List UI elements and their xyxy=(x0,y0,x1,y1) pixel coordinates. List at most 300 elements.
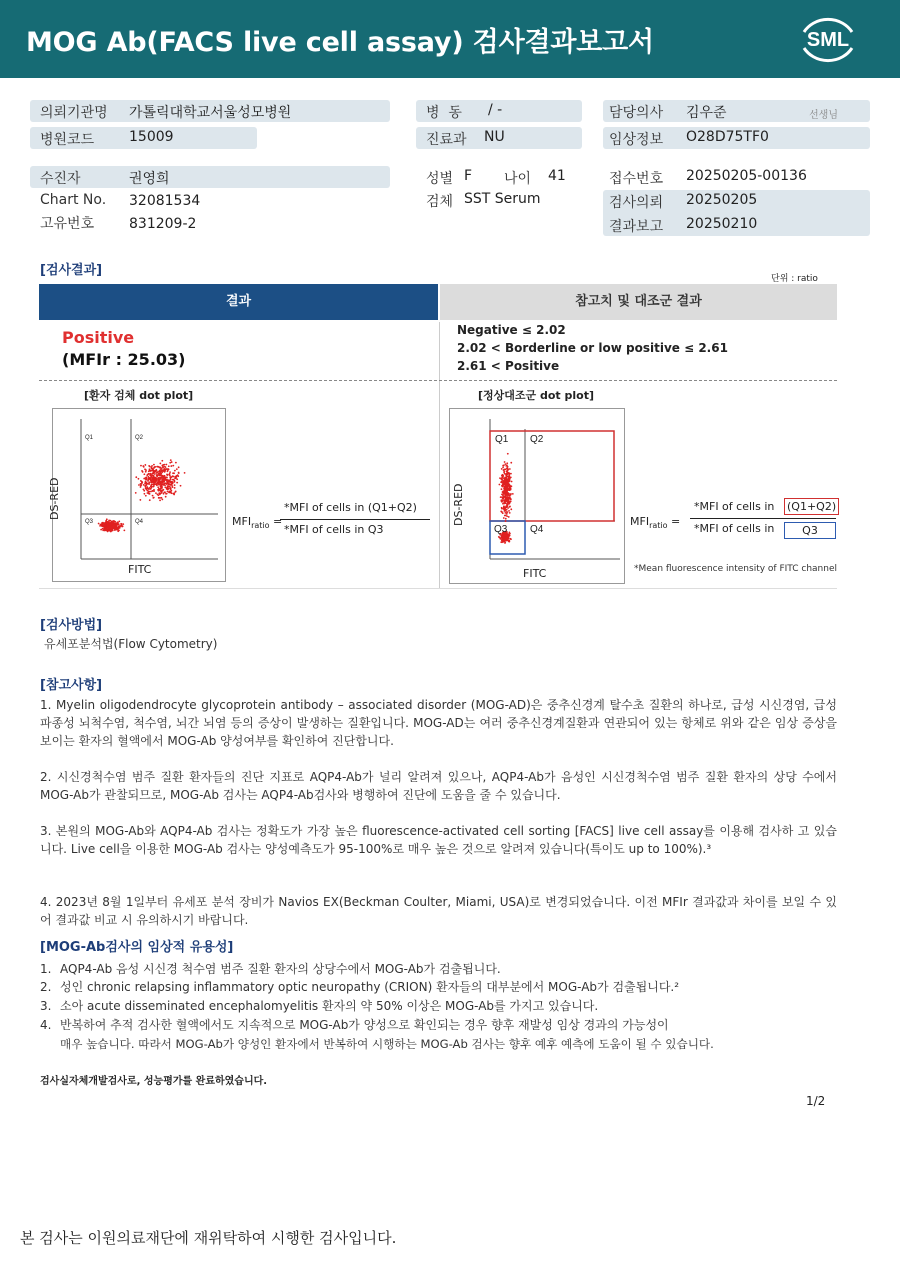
control-dot xyxy=(502,466,504,468)
patient-dot xyxy=(110,527,112,529)
patient-dot xyxy=(109,526,111,528)
control-dot xyxy=(508,485,510,487)
control-dot xyxy=(506,509,508,511)
control-dot xyxy=(504,463,506,465)
patient-dot xyxy=(138,484,140,486)
doctor-label: 담당의사 xyxy=(609,105,664,121)
control-dot xyxy=(504,512,506,514)
code-label: 병원코드 xyxy=(40,132,95,148)
patient-dot xyxy=(166,474,168,476)
patient-dot xyxy=(142,471,144,473)
patient-dot xyxy=(143,493,145,495)
patient-quadrant-label: Q2 xyxy=(135,435,144,441)
patient-dot xyxy=(164,484,166,486)
patient-dot xyxy=(159,497,161,499)
clinical-item-1: 1. AQP4-Ab 음성 시신경 척수염 범주 질환 환자의 상당수에서 MOG-Ab가 검출됩니다. xyxy=(40,962,501,976)
patient-dot xyxy=(151,473,153,475)
reference-paragraph-4: 4. 2023년 8월 1일부터 유세포 분석 장비가 Navios EX(Beckman Coulter, Miami, USA)로 변경되었습니다. 이전 MFIr 결과값과 차이를 보일 수 있어 결과값 비교 시 유의하시기 바랍니다. xyxy=(40,895,837,927)
patient-dot xyxy=(150,466,152,468)
patient-dot xyxy=(165,479,167,481)
control-dot xyxy=(501,468,503,470)
report-label: 결과보고 xyxy=(609,219,664,235)
patient-dot xyxy=(172,475,174,477)
control-dot xyxy=(504,541,506,543)
code-value: 15009 xyxy=(129,129,174,145)
patient-denominator: *MFI of cells in Q3 xyxy=(284,523,384,536)
patient-dot xyxy=(165,464,167,466)
patient-dot xyxy=(157,493,159,495)
control-mfi-sub: ratio xyxy=(649,521,668,531)
control-denominator-prefix: *MFI of cells in xyxy=(694,522,775,535)
patient-dot xyxy=(159,481,161,483)
patient-dot xyxy=(104,527,106,529)
request-label: 검사의뢰 xyxy=(609,195,664,211)
control-dot xyxy=(505,537,507,539)
patient-dot xyxy=(150,484,152,486)
control-dot xyxy=(506,499,508,501)
patient-dot xyxy=(153,482,155,484)
patient-dot xyxy=(174,487,176,489)
patient-dot xyxy=(117,521,119,523)
control-dot xyxy=(501,496,503,498)
reference-paragraph-2: 2. 시신경척수염 범주 질환 환자들의 진단 지표로 AQP4-Ab가 널리 알려져 있으나, AQP4-Ab가 음성인 시신경척수염 범주 질환 환자의 상당 수에서 MOG-Ab가 관찰되므로, MOG-Ab 검사는 AQP4-Ab검사와 병행하여 진단에 도움을 줄 수 있습니다. xyxy=(40,770,837,802)
patient-dot xyxy=(144,468,146,470)
control-dot xyxy=(510,487,512,489)
control-dot xyxy=(505,483,507,485)
control-dot xyxy=(508,501,510,503)
patient-dot xyxy=(172,479,174,481)
patient-dot xyxy=(159,492,161,494)
control-dot xyxy=(508,494,510,496)
patient-dot xyxy=(171,485,173,487)
control-dot xyxy=(507,507,509,509)
patient-dot xyxy=(177,474,179,476)
patient-dot xyxy=(151,476,153,478)
patient-plot-caption: [환자 검체 dot plot] xyxy=(84,389,194,402)
control-dot xyxy=(505,479,507,481)
footer-note: 본 검사는 이원의료재단에 재위탁하여 시행한 검사입니다. xyxy=(20,1229,397,1247)
patient-quadrant-label: Q4 xyxy=(135,519,144,525)
control-dot xyxy=(505,520,507,522)
control-dot xyxy=(510,538,512,540)
result-section-title: [검사결과] xyxy=(40,263,103,278)
patient-dot xyxy=(116,529,118,531)
patient-dot xyxy=(159,467,161,469)
patient-dot xyxy=(153,464,155,466)
patient-dot xyxy=(165,496,167,498)
patient-dot xyxy=(153,486,155,488)
control-dot xyxy=(504,485,506,487)
patient-dot xyxy=(152,469,154,471)
sml-logo-icon xyxy=(796,10,860,68)
control-dot xyxy=(501,500,503,502)
patient-numerator: *MFI of cells in (Q1+Q2) xyxy=(284,501,417,514)
control-numerator-prefix: *MFI of cells in xyxy=(694,500,775,513)
patient-dot xyxy=(155,479,157,481)
ref-borderline: 2.02 < Borderline or low positive ≤ 2.61 xyxy=(457,341,728,355)
patient-dot xyxy=(108,528,110,530)
patient-dot xyxy=(174,470,176,472)
patient-dot xyxy=(153,471,155,473)
control-dot xyxy=(509,506,511,508)
patient-dot xyxy=(170,465,172,467)
patient-dot xyxy=(140,486,142,488)
control-dot xyxy=(505,495,507,497)
patient-dot xyxy=(149,499,151,501)
patient-dot xyxy=(143,466,145,468)
patient-dot xyxy=(162,475,164,477)
result-mfir: (MFIr : 25.03) xyxy=(62,350,186,369)
result-bottom-divider xyxy=(39,588,837,589)
patient-dot xyxy=(163,469,165,471)
patient-dot xyxy=(178,472,180,474)
sex-label: 성별 xyxy=(426,171,454,187)
patient-dot xyxy=(170,478,172,480)
patient-y-axis-label: DS-RED xyxy=(48,477,61,520)
patient-dot xyxy=(153,476,155,478)
patient-dot xyxy=(145,476,147,478)
control-dot xyxy=(505,518,507,520)
patient-dot xyxy=(103,524,105,526)
hospital-label: 의뢰기관명 xyxy=(40,105,108,121)
patient-dot xyxy=(169,475,171,477)
control-dot xyxy=(505,473,507,475)
patient-dot xyxy=(160,490,162,492)
receipt-value: 20250205-00136 xyxy=(686,168,807,184)
control-dot xyxy=(510,473,512,475)
control-dot xyxy=(499,477,501,479)
control-dot xyxy=(503,477,505,479)
doctor-suffix: 선생님 xyxy=(809,110,838,121)
patient-dot xyxy=(157,482,159,484)
patient-dot xyxy=(169,486,171,488)
reference-paragraph-3: 3. 본원의 MOG-Ab와 AQP4-Ab 검사는 정확도가 가장 높은 fluorescence-activated cell sorting [FACS] live cell assay를 이용해 검사하 고 있습니다. Live cell을 이용한 MOG-Ab 검사는 양성예측도가 95-100%로 매우 높은 것으로 알려져 있습니다(특이도 up to 100%).³ xyxy=(40,824,837,856)
patient-dot xyxy=(118,520,120,522)
control-dot xyxy=(505,535,507,537)
control-dot xyxy=(503,517,505,519)
patient-dot xyxy=(107,522,109,524)
control-quadrant-label: Q3 xyxy=(494,524,508,535)
patient-dot xyxy=(159,470,161,472)
control-dot xyxy=(507,533,509,535)
control-dot xyxy=(503,469,505,471)
info-bar-patient xyxy=(30,166,390,188)
patient-dot xyxy=(120,523,122,525)
patient-scatter xyxy=(53,409,225,581)
control-dot xyxy=(505,514,507,516)
patient-dot xyxy=(154,473,156,475)
column-divider xyxy=(439,322,440,588)
clinical-section-title: [MOG-Ab검사의 임상적 유용성] xyxy=(40,940,234,955)
control-dot xyxy=(509,533,511,535)
control-dot xyxy=(503,503,505,505)
patient-dot xyxy=(161,460,163,462)
control-dot xyxy=(505,465,507,467)
patient-dot xyxy=(104,525,106,527)
doctor-value: 김우준 xyxy=(686,105,727,121)
patient-quadrant-label: Q3 xyxy=(85,519,94,525)
patient-dot xyxy=(180,485,182,487)
patient-dot xyxy=(165,469,167,471)
patient-dot xyxy=(159,499,161,501)
patient-dot xyxy=(149,493,151,495)
patient-dot xyxy=(169,473,171,475)
patient-dot xyxy=(144,464,146,466)
control-dot xyxy=(507,472,509,474)
patient-dot xyxy=(149,474,151,476)
patient-dot xyxy=(114,528,116,530)
patient-dot xyxy=(115,523,117,525)
control-dot xyxy=(506,505,508,507)
patient-dot xyxy=(141,481,143,483)
patient-dot xyxy=(161,484,163,486)
patient-dot xyxy=(143,488,145,490)
patient-dot xyxy=(173,472,175,474)
patient-dot xyxy=(152,497,154,499)
patient-dot xyxy=(174,481,176,483)
control-dot xyxy=(506,511,508,513)
patient-dot xyxy=(144,485,146,487)
patient-dot xyxy=(162,478,164,480)
patient-dot xyxy=(140,484,142,486)
patient-dot xyxy=(150,487,152,489)
patient-dot xyxy=(149,466,151,468)
patient-dot xyxy=(156,472,158,474)
control-dot xyxy=(503,510,505,512)
patient-dot xyxy=(158,478,160,480)
patient-dot xyxy=(176,482,178,484)
control-dot xyxy=(508,503,510,505)
reference-paragraph-1: 1. Myelin oligodendrocyte glycoprotein antibody – associated disorder (MOG-AD)은 중추신경계 탈수초 질환의 하나로, 급성 시신경염, 급성파종성 뇌척수염, 척수염, 뇌간 뇌염 등의 증상이 발생하는 질환입니다. MOG-AD는 여러 중추신경계질환과 연관되어 있는 항체로 위와 같은 임상 증상을 보이는 환자의 혈액에서 MOG-Ab 양성여부를 확인하여 진단합니다. xyxy=(40,698,837,748)
patient-dot xyxy=(170,459,172,461)
control-dot xyxy=(511,481,513,483)
chart-label: Chart No. xyxy=(40,192,107,208)
control-dot xyxy=(510,493,512,495)
patient-dot xyxy=(102,528,104,530)
patient-dot xyxy=(98,523,100,525)
control-plot-caption: [정상대조군 dot plot] xyxy=(478,389,594,402)
control-dot xyxy=(504,491,506,493)
method-section-title: [검사방법] xyxy=(40,618,103,633)
control-dot xyxy=(501,479,503,481)
patient-dot xyxy=(148,488,150,490)
control-dot xyxy=(500,481,502,483)
patient-label: 수진자 xyxy=(40,171,81,187)
patient-dot xyxy=(121,526,123,528)
patient-dot xyxy=(166,476,168,478)
patient-dot xyxy=(157,466,159,468)
control-dot xyxy=(506,462,508,464)
patient-dot xyxy=(110,529,112,531)
report-title: MOG Ab(FACS live cell assay) 검사결과보고서 xyxy=(26,27,654,58)
patient-dot xyxy=(106,518,108,520)
patient-dot xyxy=(158,488,160,490)
control-quadrant-label: Q4 xyxy=(530,524,544,535)
patient-dot xyxy=(106,527,108,529)
patient-dot xyxy=(114,522,116,524)
patient-dot xyxy=(150,486,152,488)
reference-section-title: [참고사항] xyxy=(40,678,103,693)
patient-dot xyxy=(143,473,145,475)
control-dot xyxy=(503,482,505,484)
patient-dot xyxy=(169,471,171,473)
patient-dot xyxy=(135,476,137,478)
patient-dot xyxy=(149,477,151,479)
patient-dot xyxy=(160,488,162,490)
patient-dot xyxy=(165,466,167,468)
patient-dot xyxy=(154,484,156,486)
clinical-item-4-cont: 매우 높습니다. 따라서 MOG-Ab가 양성인 환자에서 반복하여 시행하는 MOG-Ab 검사는 향후 예후 예측에 도움이 될 수 있습니다. xyxy=(60,1037,714,1051)
patient-dot xyxy=(135,492,137,494)
reference-column-header: 참고치 및 대조군 결과 xyxy=(440,284,837,320)
patient-dot xyxy=(162,467,164,469)
validation-note: 검사실자체개발검사로, 성능평가를 완료하였습니다. xyxy=(40,1076,268,1087)
control-dot xyxy=(502,540,504,542)
patient-dot xyxy=(166,487,168,489)
control-numerator-box: (Q1+Q2) xyxy=(784,498,839,515)
patient-dot xyxy=(158,490,160,492)
patient-dot xyxy=(149,468,151,470)
control-dot xyxy=(509,512,511,514)
patient-dot xyxy=(167,481,169,483)
control-dot xyxy=(507,539,509,541)
patient-dot xyxy=(163,493,165,495)
patient-mfi-label: $MFI_{ratio}$ = xyxy=(232,515,283,531)
control-dot xyxy=(501,488,503,490)
control-dot xyxy=(505,481,507,483)
control-scatter xyxy=(450,409,624,583)
control-dot-plot xyxy=(449,408,625,584)
control-dot xyxy=(508,516,510,518)
patient-dot xyxy=(147,490,149,492)
patient-dot xyxy=(176,468,178,470)
patient-dot xyxy=(101,524,103,526)
patient-dot xyxy=(123,529,125,531)
patient-dot xyxy=(178,466,180,468)
unit-label: 단위 : ratio xyxy=(771,274,818,284)
mfi-footnote: *Mean fluorescence intensity of FITC channel xyxy=(634,564,838,574)
dept-value: NU xyxy=(484,129,505,145)
patient-dot xyxy=(171,492,173,494)
patient-dot xyxy=(139,499,141,501)
report-value: 20250210 xyxy=(686,216,758,232)
patient-dot xyxy=(184,472,186,474)
patient-quadrant-label: Q1 xyxy=(85,435,94,441)
patient-dot xyxy=(167,483,169,485)
patient-dot xyxy=(153,467,155,469)
control-denominator-box: Q3 xyxy=(784,522,836,539)
patient-dot xyxy=(145,471,147,473)
patient-dot xyxy=(161,499,163,501)
patient-dot xyxy=(110,520,112,522)
patient-dot xyxy=(100,529,102,531)
patient-dot xyxy=(118,523,120,525)
control-dot xyxy=(506,467,508,469)
control-dot xyxy=(507,503,509,505)
control-dot xyxy=(506,491,508,493)
patient-dot xyxy=(117,530,119,532)
patient-dot xyxy=(167,491,169,493)
patient-dot xyxy=(165,493,167,495)
control-dot xyxy=(507,496,509,498)
patient-dot xyxy=(107,524,109,526)
patient-mfi-sub: ratio xyxy=(251,521,270,531)
control-dot xyxy=(503,493,505,495)
control-dot xyxy=(510,508,512,510)
control-dot xyxy=(507,479,509,481)
control-quadrant-label: Q2 xyxy=(530,434,544,445)
control-quadrant-label: Q1 xyxy=(495,434,509,445)
control-dot xyxy=(505,477,507,479)
patient-dot xyxy=(163,480,165,482)
id-value: 831209-2 xyxy=(129,216,197,232)
patient-dot xyxy=(160,485,162,487)
logo-text: SML xyxy=(806,29,850,51)
patient-dot xyxy=(146,483,148,485)
control-dot xyxy=(507,470,509,472)
chart-value: 32081534 xyxy=(129,193,201,209)
control-dot xyxy=(501,538,503,540)
control-dot xyxy=(507,453,509,455)
patient-dot xyxy=(153,490,155,492)
control-mfi-label: $MFI_{ratio}$ = xyxy=(630,515,681,531)
patient-dot xyxy=(115,526,117,528)
control-dot xyxy=(504,461,506,463)
sex-value: F xyxy=(464,168,473,184)
control-dot xyxy=(512,493,514,495)
patient-fraction-line xyxy=(280,519,430,520)
patient-dot xyxy=(138,478,140,480)
control-dot xyxy=(504,488,506,490)
patient-dot xyxy=(168,491,170,493)
patient-dot xyxy=(155,492,157,494)
patient-dot xyxy=(159,463,161,465)
control-dot xyxy=(501,475,503,477)
patient-dot xyxy=(175,462,177,464)
clinical-label: 임상정보 xyxy=(609,132,664,148)
clinical-item-3: 3. 소아 acute disseminated encephalomyelitis 환자의 약 50% 이상은 MOG-Ab를 가지고 있습니다. xyxy=(40,999,599,1013)
result-column-header: 결과 xyxy=(39,284,438,320)
control-dot xyxy=(499,537,501,539)
patient-dot xyxy=(168,465,170,467)
patient-dot xyxy=(113,524,115,526)
control-dot xyxy=(506,513,508,515)
page-number: 1/2 xyxy=(806,1094,826,1108)
patient-dot xyxy=(140,465,142,467)
patient-dot xyxy=(159,471,161,473)
patient-dot-plot xyxy=(52,408,226,582)
patient-dot xyxy=(147,480,149,482)
patient-x-axis-label: FITC xyxy=(128,563,152,576)
control-dot xyxy=(502,491,504,493)
patient-dot xyxy=(157,474,159,476)
patient-dot xyxy=(148,473,150,475)
control-dot xyxy=(502,498,504,500)
patient-dot xyxy=(176,478,178,480)
id-label: 고유번호 xyxy=(40,216,95,232)
request-value: 20250205 xyxy=(686,192,758,208)
ward-value: / - xyxy=(488,102,503,118)
receipt-label: 접수번호 xyxy=(609,171,664,187)
patient-dot xyxy=(148,470,150,472)
patient-dot xyxy=(146,487,148,489)
control-dot xyxy=(509,468,511,470)
control-dot xyxy=(500,511,502,513)
age-value: 41 xyxy=(548,168,566,184)
patient-dot xyxy=(104,530,106,532)
control-dot xyxy=(498,484,500,486)
patient-dot xyxy=(119,527,121,529)
